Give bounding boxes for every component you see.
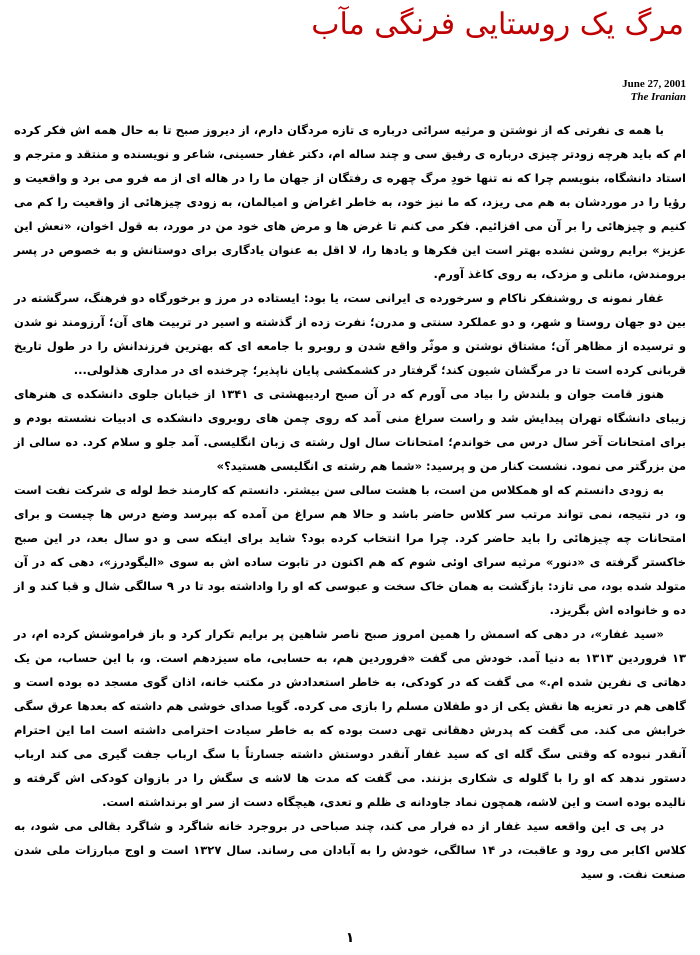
article-body <box>14 118 686 886</box>
paragraph: به زودی دانستم که او همکلاس من است، با هشت سالی سن بیشتر. دانستم که کارمند خط لوله ی شرکت نفت است و، در نتیجه، نمی تواند مرتب سر کلاس حاضر باشد و حالا هم سراغ من آمده که بپرسد وضع درس ها چیست و برای امتحانات چه چیزهائی را باید حاضر کرد. چرا مرا انتخاب کرده بود؟ شاید برای اینکه سی و دو سال بعد، در این صبح خاکستر گرفته ی «دنور» مرثیه سرای اوئی شوم که هم اکنون در تابوت ساده اش به سوی «الیگودرز»، دهی که در آن متولد شده بود، می تازد: بازگشت به همان خاک سخت و عبوسی که او را واداشته بود تا در ۹ سالگی شال و قبا کند و از ده و خانواده اش بگریزد. <box>14 483 686 617</box>
article-title: مرگ یک روستایی فرنگی مآب <box>311 7 684 42</box>
paragraph: در پی ی این واقعه سید غفار از ده فرار می کند، چند صباحی در بروجرد خانه شاگرد و شاگرد بقالی می شود، به کلاس اکابر می رود و عاقبت، در ۱۴ سالگی، خودش را به آبادان می رساند. سال ۱۳۲۷ است و اوج مبارزات ملی شدن صنعت نفت. و سید <box>14 819 686 881</box>
paragraph: «سید غفار»، در دهی که اسمش را همین امروز صبح ناصر شاهین پر برایم تکرار کرد و باز فراموشش کرده ام، در ۱۳ فروردین ۱۳۱۳ به دنیا آمد. خودش می گفت «فروردین هم، به حسابی، ماه سیزدهم است. و، با این حساب، من یک دهاتی ی نفرین شده ام.» می گفت که در کودکی، به خاطر استعدادش در مکتب خانه، اذان گوی مسجد ده بوده است و گاهی هم در تعزیه ها نقش یکی از دو طفلان مسلم را بازی می کرده. گویا صدای خوشی هم داشته که بعدها عرق سگی خرابش می کند. می گفت که پدرش دهقانی تهی دست بوده که به خاطر سیادت احترامی داشته است اما این احترام آنقدر نبوده که وقتی سگ گله ای که سید غفار آنقدر دوستش داشته جسارتاً با سگ ارباب جفت گیری می کند ارباب دستور ندهد که او را با گلوله ی شکاری بزنند. می گفت که مدت ها لاشه ی سگش را در بازوان کودکی اش گرفته و نالیده بوده است و این لاشه، همچون نماد جاودانه ی ظلم و تعدی، هیچگاه دست از سر او برنداشته است. <box>14 627 686 809</box>
publish-date: June 27, 2001 <box>622 78 686 90</box>
page-number: ۱ <box>345 930 355 946</box>
paragraph: هنوز قامت جوان و بلندش را بیاد می آورم که در آن صبح اردیبهشتی ی ۱۳۴۱ از خیابان جلوی دانشکده ی هنرهای زیبای دانشگاه تهران پیدایش شد و راست سراغ منی آمد که روی چمن های روبروی دانشکده ی ادبیات نشسته بودم و برای امتحانات آخر سال درس می خواندم؛ امتحانات سال اول رشته ی زبان انگلیسی. آمد جلو و سلام کرد. ده سالی از من بزرگتر می نمود. نشست کنار من و پرسید: «شما هم رشته ی انگلیسی هستید؟» <box>14 387 686 473</box>
paragraph: غفار نمونه ی روشنفکر ناکام و سرخورده ی ایرانی ست، یا بود: ایستاده در مرز و برخورگاه دو فرهنگ، سرگشته در بین دو جهان روستا و شهر، و دو عملکرد سنتی و مدرن؛ نفرت زده از گذشته و اسیر در تربیت های آن؛ آرزومند نو شدن و ترسیده از مظاهر آن؛ مشتاق نوشتن و موثّر واقع شدن و روبرو با جامعه ای که بهترین فرزندانش را در طول تاریخ قربانی کرده است تا در مرگشان شیون کند؛ گرفتار در کشمکشی پایان ناپذیر؛ چرخنده ای در مداری هذلولی... <box>14 291 686 377</box>
dateline <box>622 78 686 104</box>
publication-name: The Iranian <box>630 91 686 103</box>
paragraph: با همه ی نفرتی که از نوشتن و مرثیه سرائی درباره ی تازه مردگان دارم، از دیروز صبح تا به حال همه اش فکر کرده ام که باید هرچه زودتر چیزی درباره ی رفیق سی و چند ساله ام، دکتر غفار حسینی، شاعر و نویسنده و منتقد و مترجم و استاد دانشگاه، بنویسم چرا که نه تنها خودِ مرگ چهره ی رفتگان از جهان ما را در هاله ای از مه فرو می برد و واقعیت و رؤیا را در موردشان به هم می ریزد، که ما نیز خود، به خاطر اغراض و امیالمان، به زودی چیزهائی از واقعیت را کم می کنیم و چیزهائی را بر آن می افزائیم. فکر می کنم تا غرض ها و مرض های خود من در مورد، به قول اخوان، «نعش این عزیز» برایم روشن نشده بهتر است این فکرها و یادها را، لا اقل به عنوان یادگاری برای دوستانش و به خصوص در پسر برومندش، مانلی و مزدک، به روی کاغذ آورم. <box>14 123 686 281</box>
